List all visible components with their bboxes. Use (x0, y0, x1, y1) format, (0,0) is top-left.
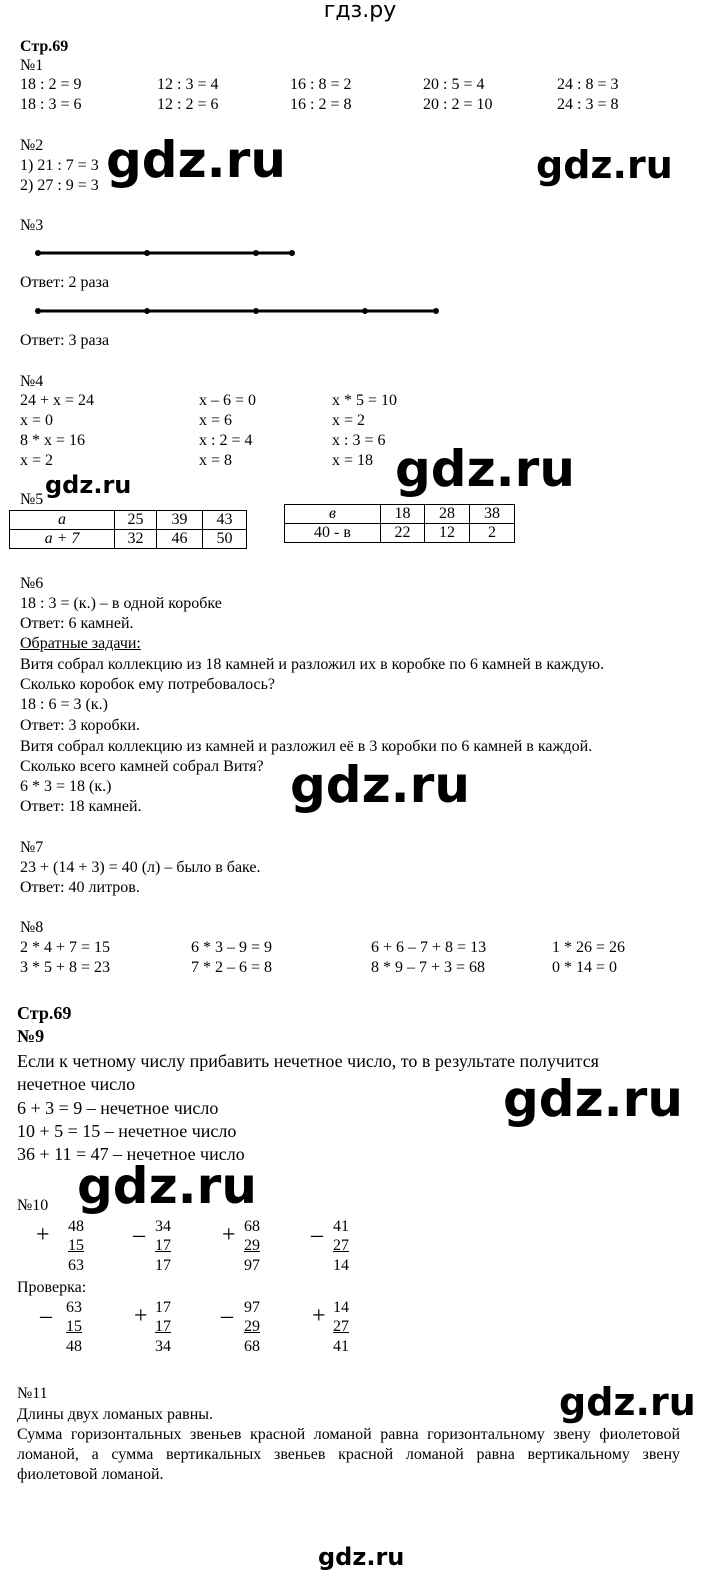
equation: x = 0 (20, 412, 54, 429)
operand: 48 (68, 1218, 84, 1235)
task-1-cell: 18 : 3 = 6 (20, 96, 82, 113)
site-header: гдз.ру (323, 0, 397, 23)
text-line: Длины двух ломаных равны. (17, 1406, 213, 1423)
table-cell: 2 (470, 524, 515, 543)
answer-line: Ответ: 18 камней. (20, 798, 142, 815)
task-2-label: №2 (20, 137, 44, 154)
table-cell: 38 (470, 505, 515, 524)
task-1-label: №1 (20, 57, 44, 74)
table-row (285, 524, 515, 543)
watermark: gdz.ru (559, 1380, 696, 1424)
equation: x * 5 = 10 (332, 392, 398, 409)
expression: 6 + 6 – 7 + 8 = 13 (371, 939, 487, 956)
table-row (285, 505, 515, 524)
table-v (284, 504, 515, 543)
operator-sign: + (222, 1222, 236, 1248)
segment-line-1 (30, 246, 300, 260)
result: 97 (244, 1257, 260, 1274)
table-a (9, 510, 247, 549)
column-operation (311, 1217, 349, 1277)
result: 41 (333, 1338, 349, 1355)
segment-line-2 (30, 304, 445, 318)
result: 63 (68, 1257, 84, 1274)
operand: 15 (66, 1318, 82, 1335)
task-6-label: №6 (20, 575, 44, 592)
text-line: 18 : 6 = 3 (к.) (20, 696, 108, 713)
task-2-line: 1) 21 : 7 = 3 (20, 157, 99, 174)
table-cell: a + 7 (10, 530, 115, 549)
text-line: 10 + 5 = 15 – нечетное число (17, 1121, 237, 1141)
paragraph: Сумма горизонтальных звеньев красной ломаной равна горизонтальному звену фиолетовой ломаной, а сумма вертикальных звеньев красной ломаной равна вертикальному звену фиолетовой ломаной. (17, 1426, 680, 1483)
text-line: 36 + 11 = 47 – нечетное число (17, 1144, 245, 1164)
text-line: Сколько коробок ему потребовалось? (20, 676, 276, 693)
table-cell: в (285, 505, 381, 524)
equation: x : 3 = 6 (332, 432, 386, 449)
watermark: gdz.ru (77, 1157, 257, 1215)
text-line: нечетное число (17, 1074, 136, 1094)
expression: 6 * 3 – 9 = 9 (191, 939, 273, 956)
table-cell: 25 (115, 511, 157, 530)
table-cell: 43 (203, 511, 247, 530)
task-7-label: №7 (20, 839, 44, 856)
text-line: 6 + 3 = 9 – нечетное число (17, 1098, 219, 1118)
page-title: Стр.69 (20, 38, 69, 55)
task-3-label: №3 (20, 217, 44, 234)
operator-sign: + (134, 1303, 148, 1329)
column-operation (40, 1298, 82, 1358)
operand: 68 (244, 1218, 260, 1235)
expression: 2 * 4 + 7 = 15 (20, 939, 111, 956)
expression: 7 * 2 – 6 = 8 (191, 959, 273, 976)
task-3-answer: Ответ: 2 раза (20, 274, 110, 291)
equation: x – 6 = 0 (199, 392, 257, 409)
table-cell: 40 - в (285, 524, 381, 543)
equation: x = 2 (20, 452, 54, 469)
task-9-label: №9 (17, 1026, 45, 1046)
equation: x = 18 (332, 452, 374, 469)
equation: x = 2 (332, 412, 366, 429)
task-1-cell: 16 : 8 = 2 (290, 76, 352, 93)
table-row (10, 530, 247, 549)
equation: x = 8 (199, 452, 233, 469)
watermark: gdz.ru (395, 440, 575, 498)
table-cell: 22 (381, 524, 425, 543)
operand: 17 (155, 1299, 171, 1316)
reverse-tasks-title: Обратные задачи: (20, 635, 141, 652)
text-line: Сколько всего камней собрал Витя? (20, 758, 264, 775)
operator-sign: + (312, 1303, 326, 1329)
result: 17 (155, 1257, 171, 1274)
task-4-label: №4 (20, 373, 44, 390)
expression: 1 * 26 = 26 (552, 939, 626, 956)
task-1-cell: 24 : 3 = 8 (557, 96, 619, 113)
table-cell: 50 (203, 530, 247, 549)
equation: 24 + x = 24 (20, 392, 95, 409)
task-1-cell: 24 : 8 = 3 (557, 76, 619, 93)
task-1-cell: 20 : 2 = 10 (423, 96, 493, 113)
equation: x = 6 (199, 412, 233, 429)
result: 48 (66, 1338, 82, 1355)
operand: 34 (155, 1218, 171, 1235)
text-line: 6 * 3 = 18 (к.) (20, 778, 112, 795)
text-line: 23 + (14 + 3) = 40 (л) – было в баке. (20, 859, 261, 876)
operator-sign: + (36, 1222, 50, 1248)
watermark: gdz.ru (106, 131, 286, 189)
operator-sign: – (133, 1222, 145, 1248)
operand: 27 (333, 1237, 349, 1254)
task-3-answer: Ответ: 3 раза (20, 332, 110, 349)
table-cell: 46 (157, 530, 203, 549)
operand: 17 (155, 1237, 171, 1254)
table-cell: 28 (425, 505, 470, 524)
column-operation (221, 1298, 260, 1358)
operator-sign: – (311, 1222, 323, 1248)
watermark: gdz.ru (536, 143, 673, 187)
answer-line: Ответ: 6 камней. (20, 615, 134, 632)
watermark: gdz.ru (318, 1543, 405, 1571)
text-line: Витя собрал коллекцию из 18 камней и разложил их в коробке по 6 камней в каждую. (20, 656, 605, 673)
operator-sign: – (40, 1303, 52, 1329)
table-cell: 12 (425, 524, 470, 543)
task-1-cell: 12 : 2 = 6 (157, 96, 219, 113)
task-1-cell: 16 : 2 = 8 (290, 96, 352, 113)
table-row (10, 511, 247, 530)
text-line: 18 : 3 = (к.) – в одной коробке (20, 595, 222, 612)
column-operation (36, 1217, 84, 1277)
task-1-cell: 20 : 5 = 4 (423, 76, 485, 93)
operand: 29 (244, 1318, 260, 1335)
answer-line: Ответ: 40 литров. (20, 879, 140, 896)
table-cell: a (10, 511, 115, 530)
column-operation (222, 1217, 260, 1277)
check-label: Проверка: (17, 1279, 87, 1296)
operand: 15 (68, 1237, 84, 1254)
table-cell: 39 (157, 511, 203, 530)
column-operation (134, 1298, 171, 1358)
column-operation (133, 1217, 171, 1277)
operator-sign: – (221, 1303, 233, 1329)
text-line: Если к четному числу прибавить нечетное число, то в результате получится (17, 1051, 599, 1071)
equation: 8 * x = 16 (20, 432, 86, 449)
answer-line: Ответ: 3 коробки. (20, 717, 140, 734)
task-8-label: №8 (20, 919, 44, 936)
operand: 97 (244, 1299, 260, 1316)
expression: 3 * 5 + 8 = 23 (20, 959, 111, 976)
task-10-label: №10 (17, 1197, 49, 1214)
result: 68 (244, 1338, 260, 1355)
text-line: Витя собрал коллекцию из камней и разложил её в 3 коробки по 6 камней в каждой. (20, 738, 593, 755)
task-5-label: №5 (20, 491, 44, 508)
watermark: gdz.ru (290, 756, 470, 814)
operand: 14 (333, 1299, 349, 1316)
task-1-cell: 12 : 3 = 4 (157, 76, 219, 93)
page-title: Стр.69 (17, 1003, 72, 1023)
task-11-label: №11 (17, 1385, 48, 1402)
result: 14 (333, 1257, 349, 1274)
operand: 63 (66, 1299, 82, 1316)
watermark: gdz.ru (45, 471, 132, 499)
expression: 8 * 9 – 7 + 3 = 68 (371, 959, 486, 976)
operand: 17 (155, 1318, 171, 1335)
table-cell: 32 (115, 530, 157, 549)
operand: 41 (333, 1218, 349, 1235)
task-2-line: 2) 27 : 9 = 3 (20, 177, 99, 194)
expression: 0 * 14 = 0 (552, 959, 618, 976)
column-operation (312, 1298, 349, 1358)
result: 34 (155, 1338, 171, 1355)
table-cell: 18 (381, 505, 425, 524)
equation: x : 2 = 4 (199, 432, 253, 449)
operand: 29 (244, 1237, 260, 1254)
watermark: gdz.ru (503, 1070, 683, 1128)
task-1-cell: 18 : 2 = 9 (20, 76, 82, 93)
operand: 27 (333, 1318, 349, 1335)
